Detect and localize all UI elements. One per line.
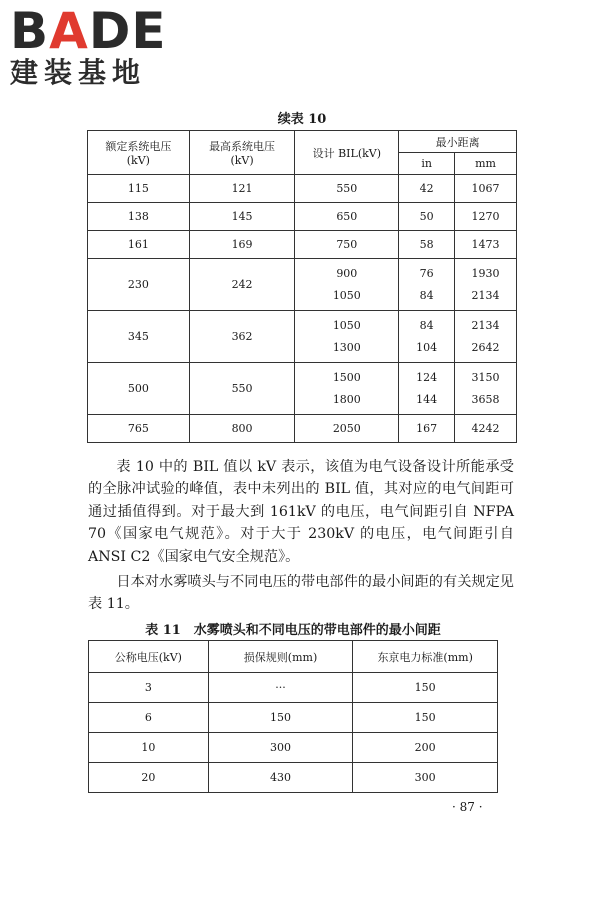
cell-in-value: 84 xyxy=(419,288,434,302)
cell-in-value: 144 xyxy=(416,392,438,406)
cell-mm xyxy=(455,415,517,443)
table-10 xyxy=(87,130,517,443)
cell-max: 242 xyxy=(189,259,295,311)
cell-bil xyxy=(295,259,399,311)
cell-mm-value: 1270 xyxy=(471,209,500,223)
cell-nominal: 10 xyxy=(89,733,209,763)
cell-bil xyxy=(295,231,399,259)
table-row xyxy=(89,703,498,733)
cell-in xyxy=(399,175,455,203)
cell-mm xyxy=(455,203,517,231)
cell-mm-value: 1473 xyxy=(471,237,500,251)
cell-tokyo: 150 xyxy=(353,703,498,733)
bade-logo xyxy=(10,2,167,90)
cell-mm xyxy=(455,363,517,415)
cell-mm xyxy=(455,231,517,259)
cell-bil xyxy=(295,415,399,443)
table-row xyxy=(88,415,517,443)
cell-in-value: 76 xyxy=(419,266,434,280)
cell-in xyxy=(399,363,455,415)
header-rated-voltage xyxy=(88,131,190,175)
table11-caption: 表 11 水雾喷头和不同电压的带电部件的最小间距 xyxy=(145,623,441,638)
cell-insurance: 150 xyxy=(208,703,353,733)
logo-letter-a: A xyxy=(49,2,89,60)
cell-tokyo: 300 xyxy=(353,763,498,793)
header-bil: 设计 BIL(kV) xyxy=(295,131,399,175)
table-row xyxy=(88,259,517,311)
cell-bil-value: 2050 xyxy=(332,421,361,435)
cell-bil-value: 550 xyxy=(336,181,358,195)
table-10-body xyxy=(88,175,517,443)
logo-letter-b: B xyxy=(10,2,50,60)
header-rated-voltage-label: 额定系统电压 xyxy=(105,140,172,153)
header-in: in xyxy=(399,153,455,175)
cell-mm xyxy=(455,175,517,203)
cell-tokyo: 200 xyxy=(353,733,498,763)
cell-bil-value: 1300 xyxy=(332,340,361,354)
cell-max: 362 xyxy=(189,311,295,363)
cell-bil xyxy=(295,363,399,415)
cell-rated: 765 xyxy=(88,415,190,443)
cell-bil xyxy=(295,175,399,203)
cell-bil-value: 900 xyxy=(336,266,358,280)
header-max-voltage-unit: (kV) xyxy=(230,154,254,167)
table-11-body xyxy=(89,673,498,793)
cell-bil-value: 1050 xyxy=(332,318,361,332)
cell-rated: 230 xyxy=(88,259,190,311)
cell-bil xyxy=(295,203,399,231)
cell-bil-value: 750 xyxy=(336,237,358,251)
table-row xyxy=(89,733,498,763)
table-row xyxy=(88,175,517,203)
cell-mm-value: 1067 xyxy=(471,181,500,195)
header-nominal-voltage: 公称电压(kV) xyxy=(89,641,209,673)
cell-in-value: 124 xyxy=(416,370,438,384)
cell-mm-value: 4242 xyxy=(471,421,500,435)
cell-rated: 161 xyxy=(88,231,190,259)
cell-bil xyxy=(295,311,399,363)
logo-letters-de: DE xyxy=(88,2,167,60)
cell-bil-value: 1800 xyxy=(332,392,361,406)
header-max-voltage-label: 最高系统电压 xyxy=(209,140,276,153)
table-row xyxy=(88,231,517,259)
header-min-distance: 最小距离 xyxy=(399,131,517,153)
cell-in-value: 50 xyxy=(419,209,434,223)
header-max-voltage xyxy=(189,131,295,175)
cell-in xyxy=(399,311,455,363)
cell-bil-value: 650 xyxy=(336,209,358,223)
cell-insurance: ··· xyxy=(208,673,353,703)
table-row xyxy=(88,311,517,363)
cell-mm xyxy=(455,311,517,363)
cell-in xyxy=(399,259,455,311)
cell-max: 550 xyxy=(189,363,295,415)
table-11 xyxy=(88,640,498,793)
header-tokyo-electric: 东京电力标准(mm) xyxy=(353,641,498,673)
cell-rated: 345 xyxy=(88,311,190,363)
table-row xyxy=(89,673,498,703)
cell-mm-value: 2134 xyxy=(471,318,500,332)
cell-max: 145 xyxy=(189,203,295,231)
cell-rated: 500 xyxy=(88,363,190,415)
cell-bil-value: 1500 xyxy=(332,370,361,384)
cell-mm-value: 3658 xyxy=(471,392,500,406)
table-row xyxy=(89,763,498,793)
header-insurance-rule: 损保规则(mm) xyxy=(208,641,353,673)
cell-in xyxy=(399,203,455,231)
cell-tokyo: 150 xyxy=(353,673,498,703)
header-rated-voltage-unit: (kV) xyxy=(126,154,150,167)
cell-in xyxy=(399,231,455,259)
table-row xyxy=(88,203,517,231)
cell-in-value: 84 xyxy=(419,318,434,332)
cell-mm-value: 1930 xyxy=(471,266,500,280)
cell-insurance: 430 xyxy=(208,763,353,793)
cell-in-value: 104 xyxy=(416,340,438,354)
page-number: · 87 · xyxy=(452,800,483,814)
cell-rated: 115 xyxy=(88,175,190,203)
cell-mm-value: 3150 xyxy=(471,370,500,384)
logo-subtitle: 建装基地 xyxy=(10,56,147,89)
cell-mm xyxy=(455,259,517,311)
cell-in-value: 58 xyxy=(419,237,434,251)
header-mm: mm xyxy=(455,153,517,175)
cell-bil-value: 1050 xyxy=(332,288,361,302)
cell-in xyxy=(399,415,455,443)
cell-mm-value: 2134 xyxy=(471,288,500,302)
body-paragraph-1: 表 10 中的 BIL 值以 kV 表示，该值为电气设备设计所能承受的全脉冲试验的峰值，表中未列出的 BIL 值，其对应的电气间距可通过插值得到。对于最大到 161kV 的电压，电气间距引自 NFPA 70《国家电气规范》。对于大于 230kV 的电压，电气间距引自 ANSI C2《国家电气安全规范》。 xyxy=(88,459,514,565)
table-row xyxy=(88,363,517,415)
body-paragraph-2: 日本对水雾喷头与不同电压的带电部件的最小间距的有关规定见表 11。 xyxy=(88,574,514,613)
cell-in-value: 167 xyxy=(416,421,438,435)
logo-wordmark xyxy=(10,2,167,60)
cell-nominal: 3 xyxy=(89,673,209,703)
cell-insurance: 300 xyxy=(208,733,353,763)
cell-in-value: 42 xyxy=(419,181,434,195)
cell-mm-value: 2642 xyxy=(471,340,500,354)
table10-caption: 续表 10 xyxy=(277,112,327,127)
cell-max: 121 xyxy=(189,175,295,203)
cell-max: 800 xyxy=(189,415,295,443)
cell-rated: 138 xyxy=(88,203,190,231)
cell-nominal: 6 xyxy=(89,703,209,733)
cell-nominal: 20 xyxy=(89,763,209,793)
cell-max: 169 xyxy=(189,231,295,259)
